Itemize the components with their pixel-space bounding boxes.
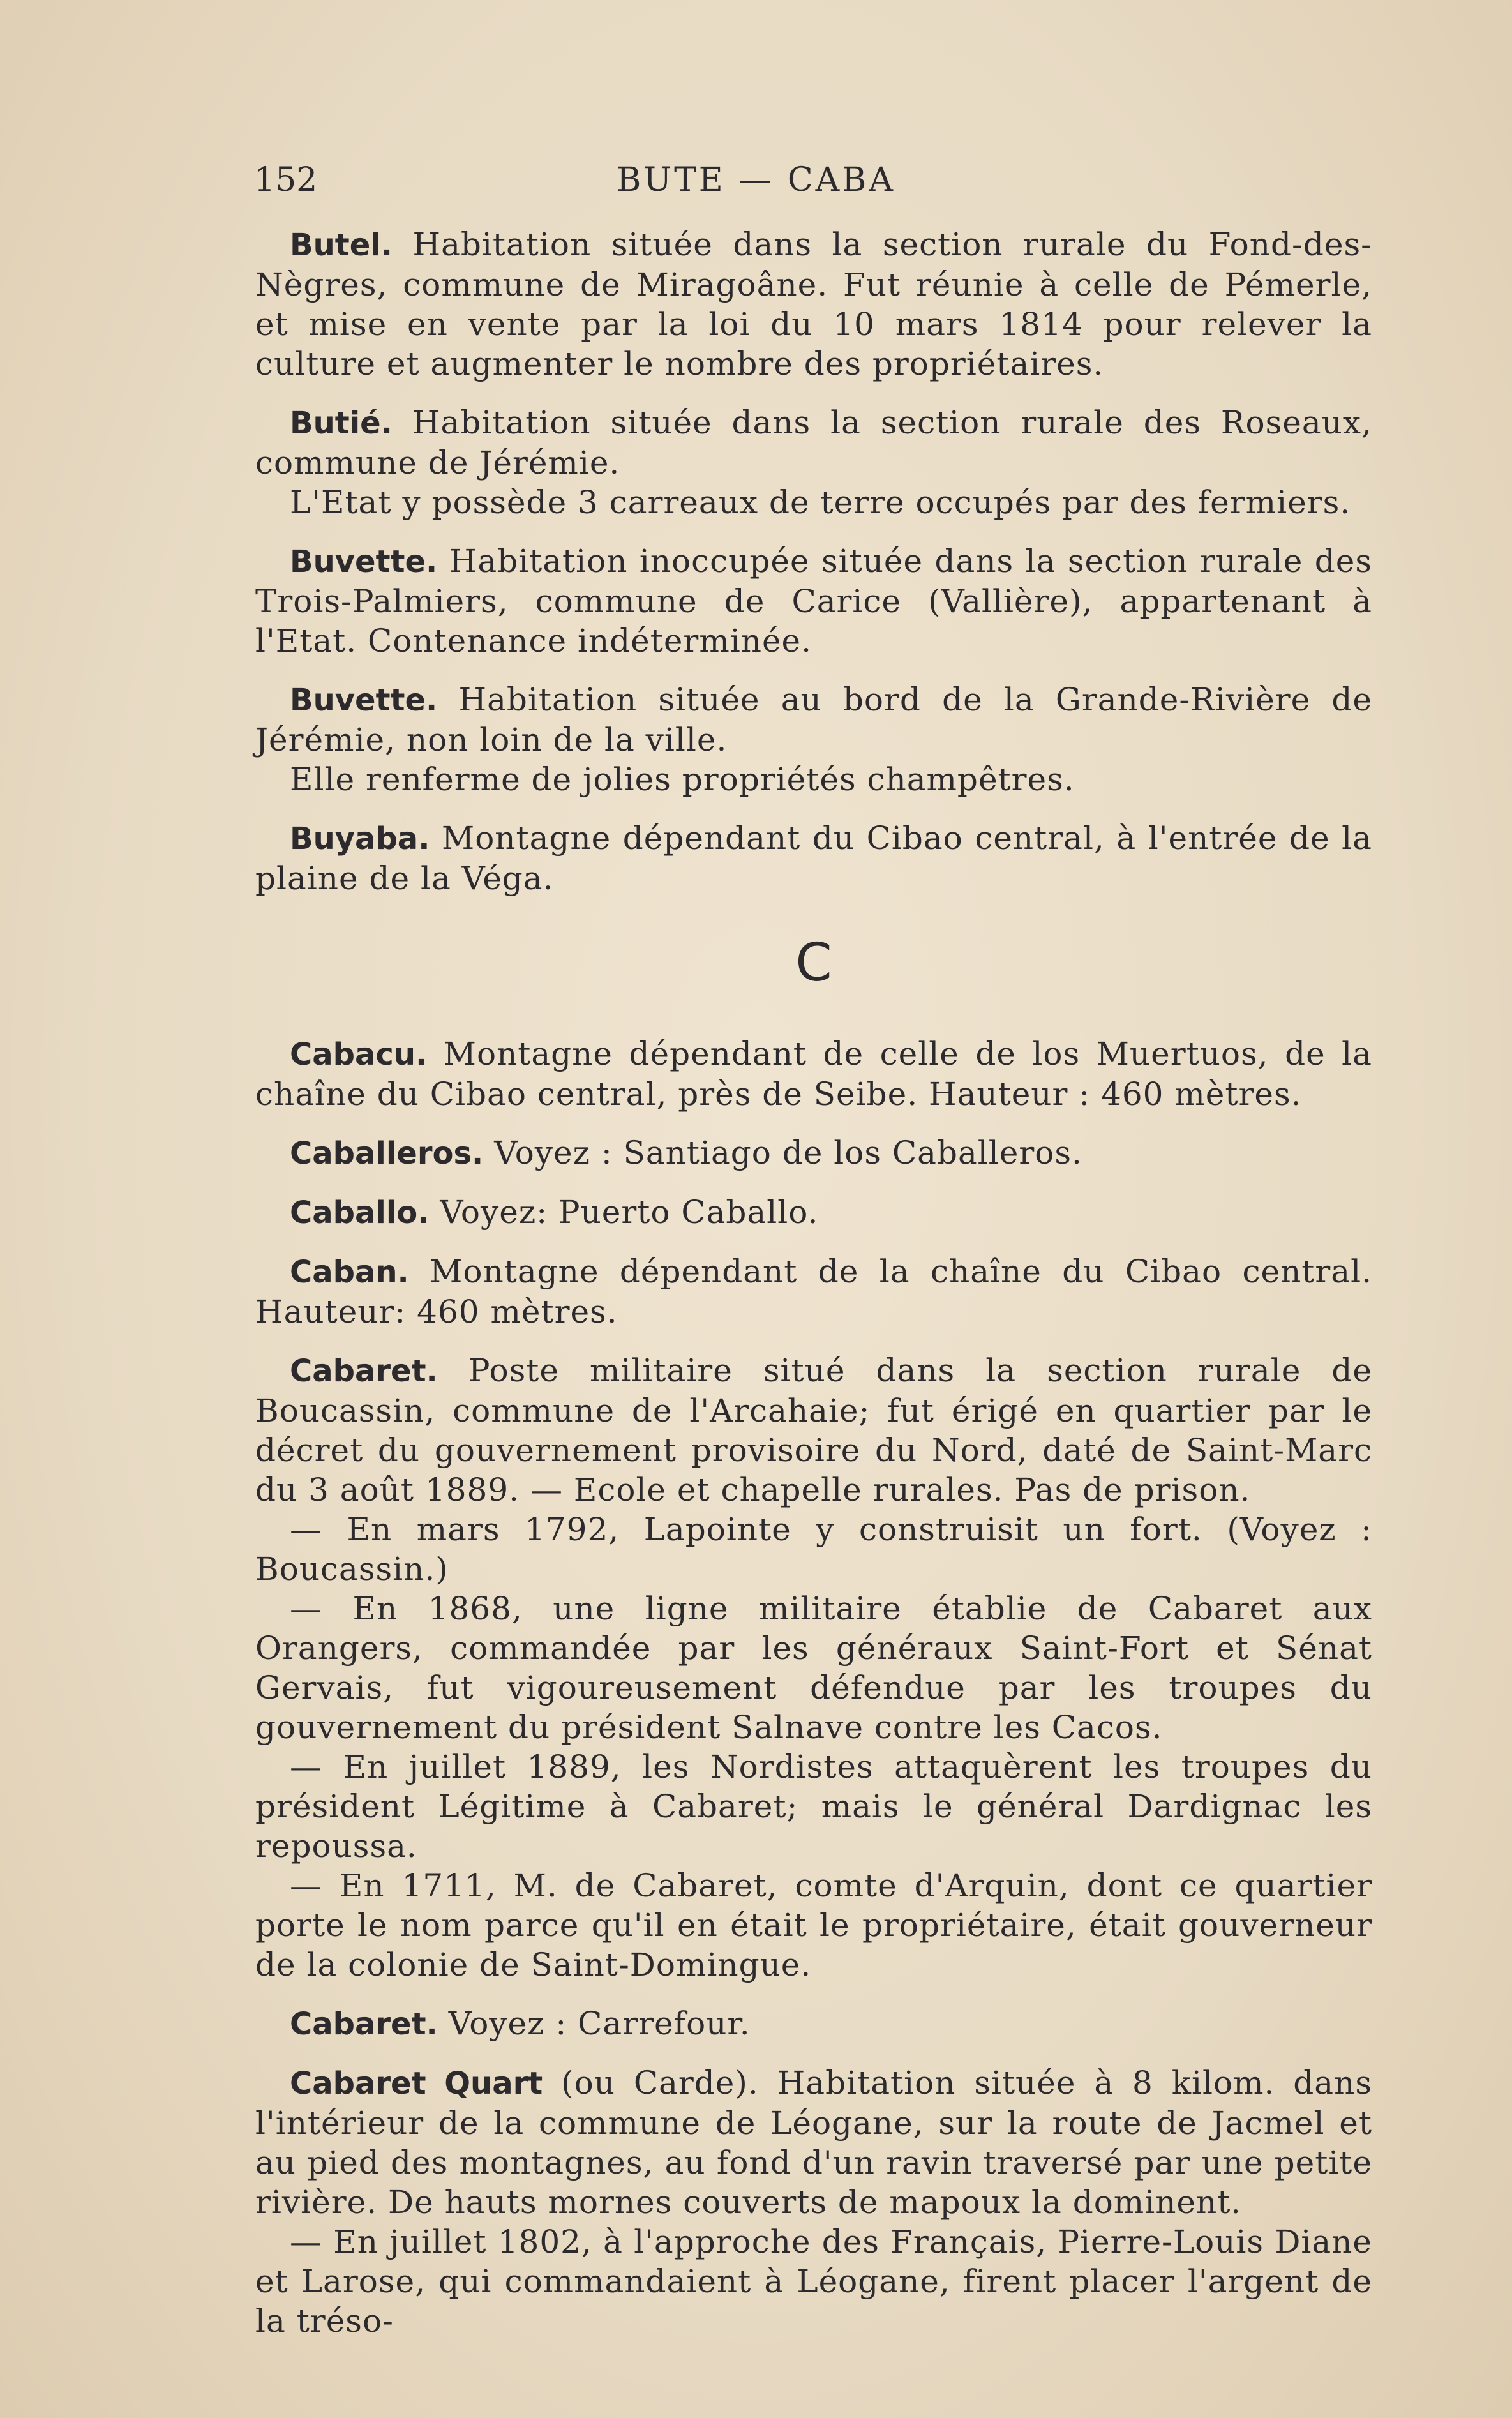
entry-text: L'Etat y possède 3 carreaux de terre occupés par des fermiers. [290, 484, 1351, 521]
entry-text: — En juillet 1802, à l'approche des Français, Pierre-Louis Diane et Larose, qui commandaient à Léogane, firent placer l'argent de la tréso- [255, 2223, 1372, 2339]
headword: Caban. [290, 1254, 409, 1290]
headword: Caballo. [290, 1195, 430, 1231]
entry-text: — En 1868, une ligne militaire établie de Cabaret aux Orangers, commandée par les généraux Saint-Fort et Sénat Gervais, fut vigoureusement défendue par les troupes du gouvernement du président Salnave contre les Cacos. [255, 1590, 1372, 1746]
entry-text: Habitation située au bord de la Grande-Rivière de Jérémie, non loin de la ville. [255, 681, 1372, 758]
entry-text: — En juillet 1889, les Nordistes attaquèrent les troupes du président Légitime à Cabaret; mais le général Dardignac les repoussa. [255, 1748, 1372, 1865]
headword: Butié. [290, 405, 393, 441]
entry-caballo [255, 1192, 1372, 1233]
headword: Buvette. [290, 682, 438, 718]
entry-butie [255, 403, 1372, 522]
entry-butel [255, 225, 1372, 384]
entry-text: Habitation inoccupée située dans la section rurale des Trois-Palmiers, commune de Carice (Vallière), appartenant à l'Etat. Contenance indéterminée. [255, 543, 1372, 659]
text-column [255, 225, 1372, 2360]
headword: Cabaret Quart [290, 2066, 543, 2101]
entry-text: Habitation située dans la section rurale du Fond-des-Nègres, commune de Miragoâne. Fut réunie à celle de Pémerle, et mise en vente par la loi du 10 mars 1814 pour relever la culture et augmenter le nombre des propriétaires. [255, 226, 1372, 382]
headword-suffix: (ou Carde). [543, 2064, 759, 2101]
entry-text: Habitation située dans la section rurale des Roseaux, commune de Jérémie. [255, 404, 1372, 481]
entry-text: Voyez : Santiago de los Caballeros. [494, 1134, 1082, 1171]
entry-text: Montagne dépendant de la chaîne du Cibao central. Hauteur: 460 mètres. [255, 1253, 1372, 1330]
section-letter: C [795, 933, 832, 993]
entry-cabacu [255, 1034, 1372, 1114]
headword: Buyaba. [290, 821, 430, 857]
headword: Cabacu. [290, 1037, 428, 1072]
page-number: 152 [254, 161, 318, 199]
running-head: BUTE — CABA [617, 161, 895, 199]
entry-text: — En 1711, M. de Cabaret, comte d'Arquin, dont ce quartier porte le nom parce qu'il en était le propriétaire, était gouverneur de la colonie de Saint-Domingue. [255, 1867, 1372, 1983]
entry-cabaret-quart [255, 2063, 1372, 2341]
entry-text: Voyez : Carrefour. [448, 2005, 751, 2042]
entry-text: Montagne dépendant de celle de los Muertuos, de la chaîne du Cibao central, près de Seibe. Hauteur : 460 mètres. [255, 1035, 1372, 1113]
entry-caban [255, 1252, 1372, 1332]
headword: Buvette. [290, 544, 438, 580]
headword: Cabaret. [290, 2006, 438, 2042]
entry-text: Montagne dépendant du Cibao central, à l'entrée de la plaine de la Véga. [255, 820, 1372, 897]
entry-text: Poste militaire situé dans la section rurale de Boucassin, commune de l'Arcahaie; fut érigé en quartier par le décret du gouvernement provisoire du Nord, daté de Saint-Marc du 3 août 1889. — Ecole et chapelle rurales. Pas de prison. [255, 1352, 1372, 1508]
headword: Caballeros. [290, 1136, 484, 1171]
entry-text: Voyez: Puerto Caballo. [440, 1194, 819, 1231]
entry-text: — En mars 1792, Lapointe y construisit un fort. (Voyez : Boucassin.) [255, 1511, 1372, 1588]
headword: Cabaret. [290, 1353, 438, 1389]
entry-cabaret-2 [255, 2004, 1372, 2044]
entry-buvette-1 [255, 541, 1372, 661]
entry-caballeros [255, 1133, 1372, 1173]
entry-buvette-2 [255, 680, 1372, 799]
entry-buyaba [255, 818, 1372, 898]
entry-cabaret-1 [255, 1351, 1372, 1985]
entry-text: Habitation située à 8 kilom. dans l'intérieur de la commune de Léogane, sur la route de Jacmel et au pied des montagnes, au fond d'un ravin traversé par une petite rivière. De hauts mornes couverts de mapoux la dominent. [255, 2064, 1372, 2221]
entry-text: Elle renferme de jolies propriétés champêtres. [290, 761, 1075, 798]
headword: Butel. [290, 227, 393, 263]
